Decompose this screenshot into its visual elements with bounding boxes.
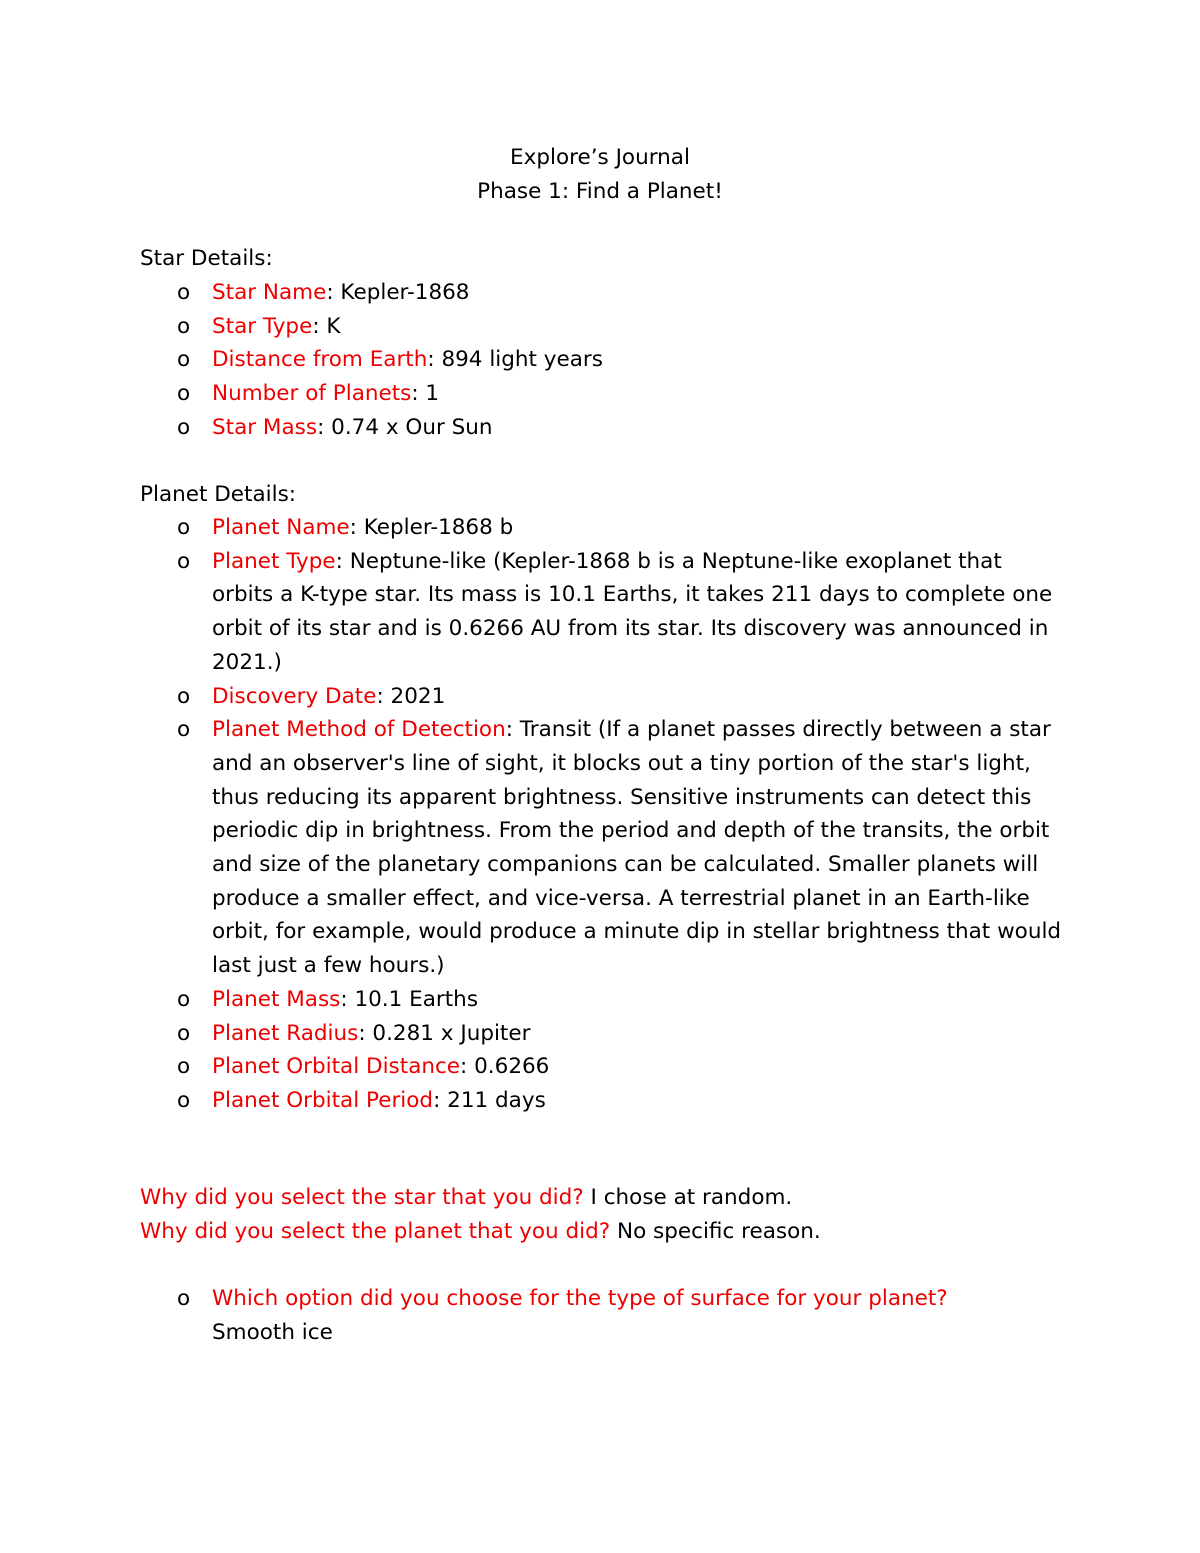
field-value: : 2021 bbox=[376, 683, 446, 709]
list-item bbox=[0, 411, 1062, 445]
document-subtitle: Phase 1: Find a Planet! bbox=[477, 179, 723, 204]
list-item bbox=[0, 1017, 1062, 1051]
list-bullet-icon: o bbox=[177, 515, 191, 540]
list-bullet-icon: o bbox=[177, 347, 191, 373]
field-value: : Kepler-1868 b bbox=[349, 515, 514, 540]
list-item bbox=[0, 713, 1062, 983]
question-text: Why did you select the planet that you did? bbox=[140, 1219, 611, 1244]
list-bullet-icon: o bbox=[177, 683, 191, 709]
field-label: Planet Mass bbox=[212, 986, 341, 1012]
planet-details-list bbox=[0, 511, 1200, 1118]
field-value: : 0.6266 bbox=[460, 1054, 550, 1080]
field-label: Planet Orbital Period bbox=[212, 1087, 434, 1113]
field-label: Star Name bbox=[212, 280, 327, 305]
list-item bbox=[0, 983, 1062, 1017]
document-title: Explore’s Journal bbox=[510, 145, 690, 170]
list-bullet-icon: o bbox=[177, 986, 191, 1012]
field-value: : 1 bbox=[411, 381, 440, 407]
field-label: Planet Type bbox=[212, 548, 336, 574]
answer-text: No specific reason. bbox=[610, 1219, 821, 1244]
field-value: : 0.74 x Our Sun bbox=[317, 414, 493, 440]
field-value: : 0.281 x Jupiter bbox=[358, 1020, 531, 1046]
list-bullet-icon: o bbox=[177, 381, 191, 407]
star-selection-question bbox=[140, 1181, 792, 1215]
list-item bbox=[0, 545, 1062, 680]
planet-details-heading: Planet Details: bbox=[140, 482, 297, 507]
field-label: Planet Orbital Distance bbox=[212, 1054, 461, 1080]
star-details-heading: Star Details: bbox=[140, 246, 273, 271]
field-value: : 211 days bbox=[433, 1087, 546, 1113]
field-value: : 10.1 Earths bbox=[340, 986, 479, 1012]
list-item bbox=[0, 1050, 1062, 1084]
field-label: Planet Radius bbox=[212, 1020, 359, 1046]
star-details-list bbox=[0, 276, 1200, 445]
field-label: Number of Planets bbox=[212, 381, 412, 407]
list-bullet-icon: o bbox=[177, 1054, 191, 1080]
list-item bbox=[0, 343, 1062, 377]
list-item bbox=[0, 377, 1062, 411]
list-bullet-icon: o bbox=[177, 313, 191, 339]
list-bullet-icon: o bbox=[177, 1020, 191, 1046]
question-text: Why did you select the star that you did? bbox=[140, 1185, 584, 1210]
field-label: Planet Name bbox=[212, 515, 350, 540]
list-bullet-icon: o bbox=[177, 1087, 191, 1113]
answer-text: I chose at random. bbox=[583, 1185, 793, 1210]
field-value: : Kepler-1868 bbox=[326, 280, 470, 305]
field-value: : Neptune-like (Kepler-1868 b is a Neptune-like exoplanet that orbits a K-type star. Its mass is 10.1 Earths, it takes 211 days to complete one orbit of its star and is 0.6266 AU from its star. Its discovery was announced in 2021.) bbox=[212, 548, 1053, 675]
list-item bbox=[0, 276, 1062, 310]
list-bullet-icon: o bbox=[177, 280, 191, 305]
field-label: Discovery Date bbox=[212, 683, 377, 709]
surface-question-text: Which option did you choose for the type of surface for your planet? bbox=[212, 1286, 948, 1311]
field-value: : K bbox=[312, 313, 341, 339]
planet-selection-question bbox=[140, 1215, 821, 1249]
list-bullet-icon: o bbox=[177, 414, 191, 440]
field-value: : Transit (If a planet passes directly between a star and an observer's line of sight, it blocks out a tiny portion of the star's light, thus reducing its apparent brightness. Sensitive instruments can detect this periodic dip in brightness. From the period and depth of the transits, the orbit and size of the planetary companions can be calculated. Smaller planets will produce a smaller effect, and vice-versa. A terrestrial planet in an Earth-like orbit, for example, would produce a minute dip in stellar brightness that would last just a few hours.) bbox=[212, 717, 1062, 979]
list-item bbox=[0, 1084, 1062, 1118]
surface-question-item bbox=[0, 1282, 1062, 1349]
surface-question-list bbox=[0, 1282, 1200, 1349]
list-item bbox=[0, 680, 1062, 714]
surface-answer-text: Smooth ice bbox=[212, 1319, 333, 1345]
field-value: : 894 light years bbox=[427, 347, 603, 373]
field-label: Distance from Earth bbox=[212, 347, 428, 373]
field-label: Star Mass bbox=[212, 414, 318, 440]
list-item bbox=[0, 310, 1062, 344]
field-label: Star Type bbox=[212, 313, 313, 339]
list-bullet-icon: o bbox=[177, 548, 191, 574]
list-bullet-icon: o bbox=[177, 1286, 191, 1311]
field-label: Planet Method of Detection bbox=[212, 717, 506, 743]
list-item bbox=[0, 511, 1062, 545]
list-bullet-icon: o bbox=[177, 717, 191, 743]
